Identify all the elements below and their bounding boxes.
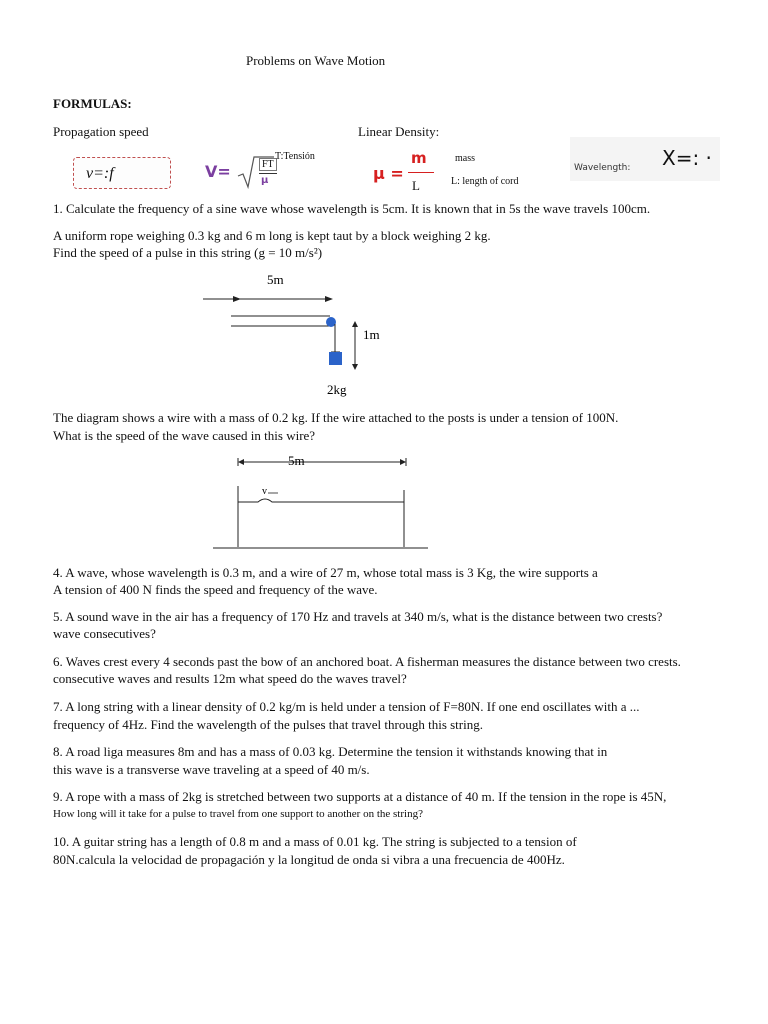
- wavelength-label: Wavelength:: [574, 163, 631, 173]
- fraction-bar: [259, 173, 277, 174]
- problem-10-line-2: 80N.calcula la velocidad de propagación y la longitud de onda si vibra a una frecuencia de 400Hz.: [53, 852, 565, 867]
- tension-formula-v: V=: [205, 162, 231, 181]
- problem-7-line-1: 7. A long string with a linear density of 0.2 kg/m is held under a tension of F=80N. If one end oscillates with a ...: [53, 699, 640, 714]
- problem-9-line-2: How long will it take for a pulse to travel from one support to another on the string?: [53, 808, 423, 820]
- diagram2-wave-label: v: [262, 486, 267, 497]
- problem-9-line-1: 9. A rope with a mass of 2kg is stretched between two supports at a distance of 40 m. If the tension in the rope is 45N,: [53, 789, 667, 804]
- problem-6-line-2: consecutive waves and results 12m what speed do the waves travel?: [53, 671, 407, 686]
- problem-4-line-2: A tension of 400 N finds the speed and frequency of the wave.: [53, 582, 378, 597]
- mu-symbol: μ =: [373, 164, 404, 183]
- rope-block-diagram: [195, 268, 395, 403]
- propagation-speed-label: Propagation speed: [53, 124, 149, 139]
- wire-posts-diagram: [210, 452, 435, 552]
- problem-4-line-1: 4. A wave, whose wavelength is 0.3 m, and a wire of 27 m, whose total mass is 3 Kg, the wire supports a: [53, 565, 598, 580]
- problem-2-line-1: A uniform rope weighing 0.3 kg and 6 m long is kept taut by a block weighing 2 kg.: [53, 228, 491, 243]
- diagram2-length-label: 5m: [288, 453, 305, 468]
- problem-5-line-2: wave consecutives?: [53, 626, 156, 641]
- problem-8-line-1: 8. A road liga measures 8m and has a mass of 0.03 kg. Determine the tension it withstands knowing that in: [53, 744, 608, 759]
- formulas-heading: FORMULAS:: [53, 96, 132, 111]
- tension-note: T:Tensión: [275, 151, 315, 162]
- linear-density-label: Linear Density:: [358, 124, 440, 139]
- problem-8-line-2: this wave is a transverse wave traveling at a speed of 40 m/s.: [53, 762, 370, 777]
- wavelength-formula-box: [570, 137, 720, 181]
- velocity-formula-box: [73, 157, 171, 189]
- velocity-formula: v=:f: [86, 165, 114, 182]
- diagram1-height-label: 1m: [363, 327, 380, 342]
- problem-6-line-1: 6. Waves crest every 4 seconds past the bow of an anchored boat. A fisherman measures the distance between two crests.: [53, 654, 681, 669]
- mu-fraction-bar: [408, 172, 434, 173]
- tension-formula-numerator: FT: [259, 158, 277, 171]
- problem-5-line-1: 5. A sound wave in the air has a frequency of 170 Hz and travels at 340 m/s, what is the distance between two crests?: [53, 609, 663, 624]
- problem-3-line-2: What is the speed of the wave caused in this wire?: [53, 428, 316, 443]
- problem-10-line-1: 10. A guitar string has a length of 0.8 m and a mass of 0.01 kg. The string is subjected to a tension of: [53, 834, 577, 849]
- mass-note: mass: [455, 153, 475, 164]
- problem-3-line-1: The diagram shows a wire with a mass of 0.2 kg. If the wire attached to the posts is under a tension of 100N.: [53, 410, 619, 425]
- length-note: L: length of cord: [451, 176, 519, 187]
- tension-formula-denominator: μ: [261, 175, 269, 186]
- mass-block: [329, 352, 342, 365]
- diagram1-mass-label: 2kg: [327, 382, 347, 397]
- problem-1: 1. Calculate the frequency of a sine wave whose wavelength is 5cm. It is known that in 5s the wave travels 100cm.: [53, 201, 651, 216]
- mu-numerator: m: [411, 149, 427, 167]
- diagram1-length-label: 5m: [267, 272, 284, 287]
- mu-denominator: L: [412, 178, 420, 193]
- problem-7-line-2: frequency of 4Hz. Find the wavelength of the pulses that travel through this string.: [53, 717, 483, 732]
- problem-2-line-2: Find the speed of a pulse in this string (g = 10 m/s²): [53, 245, 323, 260]
- wavelength-formula: X=: ·: [662, 146, 712, 170]
- page-title: Problems on Wave Motion: [246, 53, 386, 68]
